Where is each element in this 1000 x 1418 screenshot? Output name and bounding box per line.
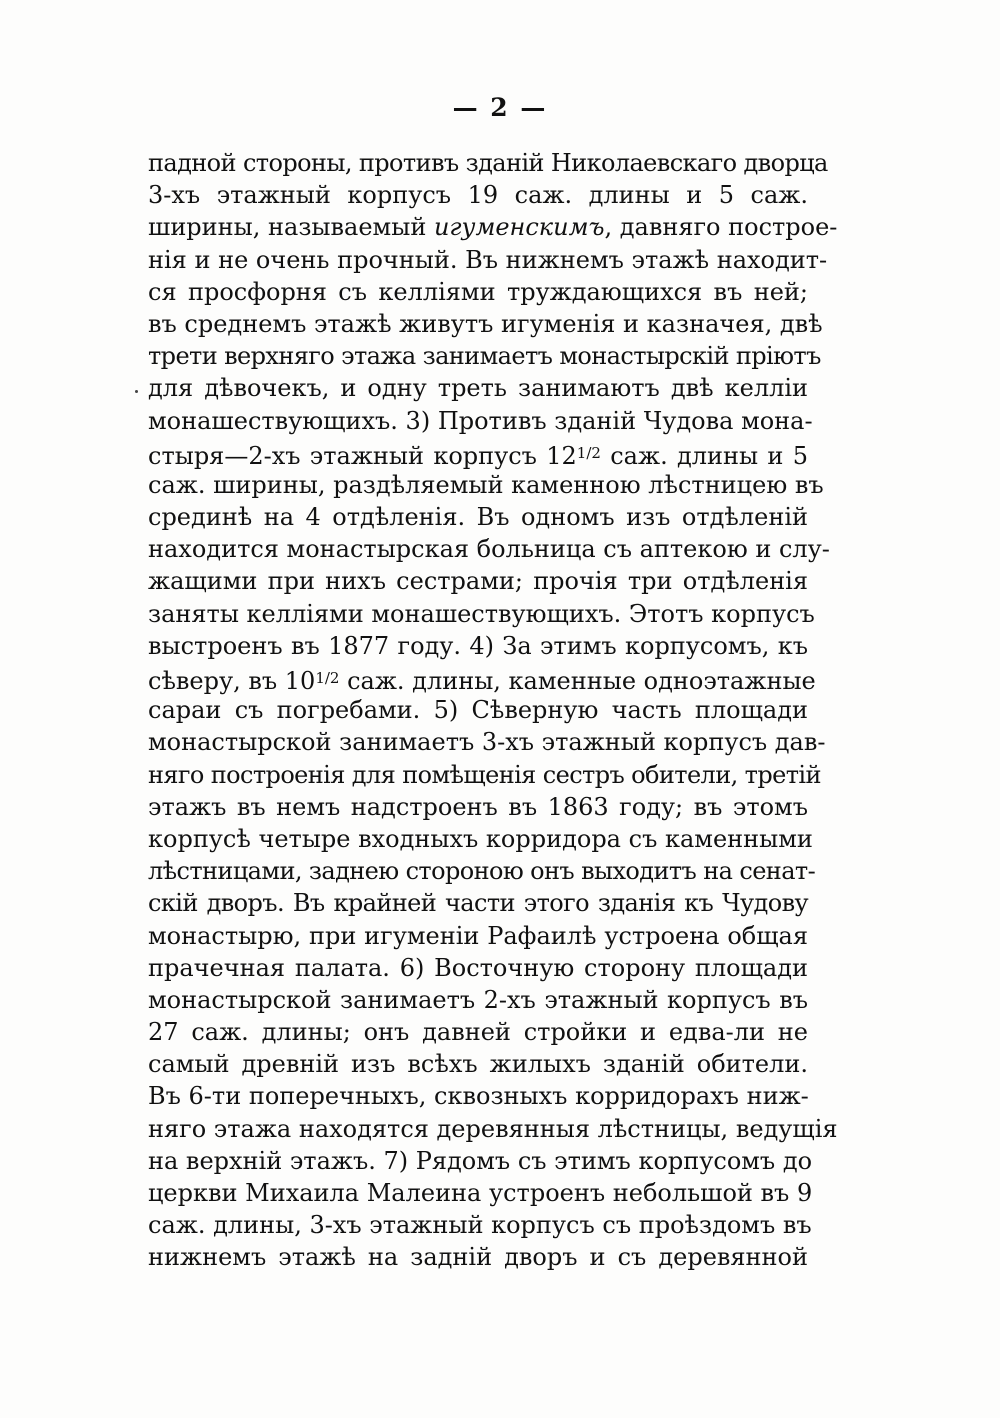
text-line: срединѣ на 4 отдѣленія. Въ одномъ изъ отдѣленій	[148, 503, 808, 532]
text-line: сараи съ погребами. 5) Сѣверную часть площади	[148, 696, 808, 725]
text-line: самый древній изъ всѣхъ жилыхъ зданій обители.	[148, 1050, 808, 1079]
text-segment: , давняго построе-	[604, 213, 838, 242]
text-line: заняты келліями монашествующихъ. Этотъ корпусъ	[148, 599, 815, 628]
text-line: находится монастырская больница съ аптекою и слу-	[148, 535, 830, 564]
text-line: церкви Михаила Малеина устроенъ небольшой въ 9	[148, 1179, 813, 1207]
fraction: 1/2	[315, 669, 340, 687]
text-segment: ширины, называемый	[148, 213, 434, 242]
text-line: нія и не очень прочный. Въ нижнемъ этажѣ находит-	[148, 245, 828, 274]
text-segment: стыря—2-хъ этажный корпусъ 12	[148, 441, 577, 470]
text-line	[148, 662, 816, 695]
text-line: нижнемъ этажѣ на задній дворъ и съ деревянной	[148, 1243, 808, 1272]
text-line: 3-хъ этажный корпусъ 19 саж. длины и 5 саж.	[148, 181, 808, 210]
text-line: выстроенъ въ 1877 году. 4) За этимъ корпусомъ, къ	[148, 631, 808, 660]
text-line: на верхній этажъ. 7) Рядомъ съ этимъ корпусомъ до	[148, 1146, 813, 1175]
text-segment: сѣверу, въ 10	[148, 667, 316, 695]
text-line: прачечная палата. 6) Восточную сторону площади	[148, 953, 808, 982]
text-line: монастырской занимаетъ 3-хъ этажный корпусъ дав-	[148, 728, 826, 757]
text-line: ся просфорня съ келліями труждающихся въ ней;	[148, 277, 808, 306]
page-number: — 2 —	[452, 93, 548, 122]
text-segment: саж. длины и 5	[600, 441, 808, 470]
text-line: няго этажа находятся деревянныя лѣстницы, ведущія	[148, 1114, 838, 1143]
text-line: монастырю, при игуменіи Рафаилѣ устроена общая	[148, 921, 808, 950]
text-line: скій дворъ. Въ крайней части этого зданія къ Чудову	[148, 889, 808, 918]
body-text	[148, 147, 838, 1274]
text-line	[148, 211, 838, 243]
text-line: въ среднемъ этажѣ живутъ игуменія и казначея, двѣ	[148, 309, 823, 338]
text-line: падной стороны, противъ зданій Николаевскаго дворца	[148, 149, 828, 177]
text-line: этажъ въ немъ надстроенъ въ 1863 году; въ этомъ	[148, 792, 808, 821]
stray-ink-mark	[135, 390, 138, 393]
text-line: монастырской занимаетъ 2-хъ этажный корпусъ въ	[148, 985, 808, 1014]
text-line: трети верхняго этажа занимаетъ монастырскій пріютъ	[148, 342, 821, 371]
text-line: лѣстницами, заднею стороною онъ выходитъ на сенат-	[148, 857, 816, 886]
text-line: жащими при нихъ сестрами; прочія три отдѣленія	[148, 567, 808, 596]
text-line: саж. длины, 3-хъ этажный корпусъ съ проѣздомъ въ	[148, 1211, 812, 1240]
text-line: монашествующихъ. 3) Противъ зданій Чудова мона-	[148, 406, 813, 435]
text-line: саж. ширины, раздѣляемый каменною лѣстницею въ	[148, 470, 824, 499]
text-line: для дѣвочекъ, и одну треть занимаютъ двѣ келліи	[148, 374, 808, 403]
text-line: корпусѣ четыре входныхъ корридора съ каменными	[148, 824, 813, 853]
text-segment: саж. длины, каменные одноэтажные	[339, 667, 816, 695]
italic-term: игуменскимъ	[433, 213, 605, 242]
fraction: 1/2	[576, 443, 601, 462]
text-line: няго построенія для помѣщенія сестръ обители, третій	[148, 760, 821, 789]
text-line: Въ 6-ти поперечныхъ, сквозныхъ корридорахъ ниж-	[148, 1082, 809, 1111]
text-line	[148, 437, 808, 469]
text-line: 27 саж. длины; онъ давней стройки и едва-ли не	[148, 1018, 808, 1047]
